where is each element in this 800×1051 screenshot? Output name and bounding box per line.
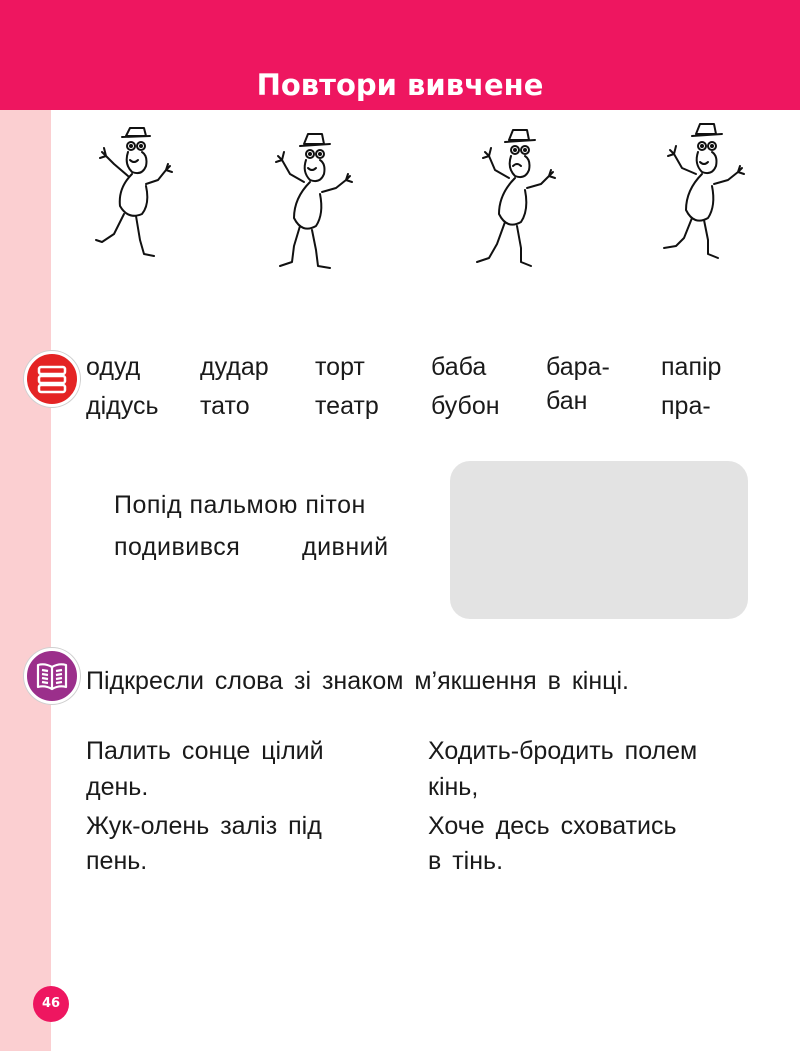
books-icon [24,351,80,407]
dancing-man-figure [260,122,360,272]
verse-line: Ходить-бродить полем [428,737,698,765]
verse-line: день. [86,773,149,801]
poem-line: подивився [114,533,241,561]
poem-line: Попід пальмою пітон [114,491,366,519]
dancing-man-figure [652,122,752,272]
word: бан [546,387,588,415]
page-title: Повтори вивчене [256,68,544,102]
verse-line: Хоче десь сховатись [428,812,677,840]
word: торт [315,353,365,381]
verse-line: пень. [86,847,148,875]
poem-line: дивний [302,533,389,561]
verse-line: Жук-олень заліз під [86,812,322,840]
word: одуд [86,353,141,381]
verse-line: Палить сонце цілий [86,737,324,765]
page-header [0,0,800,110]
word: бубон [431,392,500,420]
word: бара- [546,353,610,381]
word: дідусь [86,392,159,420]
verse-line: в тінь. [428,847,504,875]
side-strip [0,110,51,1051]
word: баба [431,353,487,381]
task-instruction: Підкресли слова зі знаком м’якшення в кінці. [86,667,629,695]
open-book-icon [24,648,80,704]
picture-placeholder-box [450,461,748,619]
dancing-man-figure [84,122,184,272]
word: дудар [200,353,269,381]
dancing-man-figure [463,122,563,272]
word: папір [661,353,722,381]
page-number: 46 [33,986,69,1022]
word: тато [200,392,250,420]
word: пра- [661,392,711,420]
verse-line: кінь, [428,773,479,801]
word: театр [315,392,379,420]
